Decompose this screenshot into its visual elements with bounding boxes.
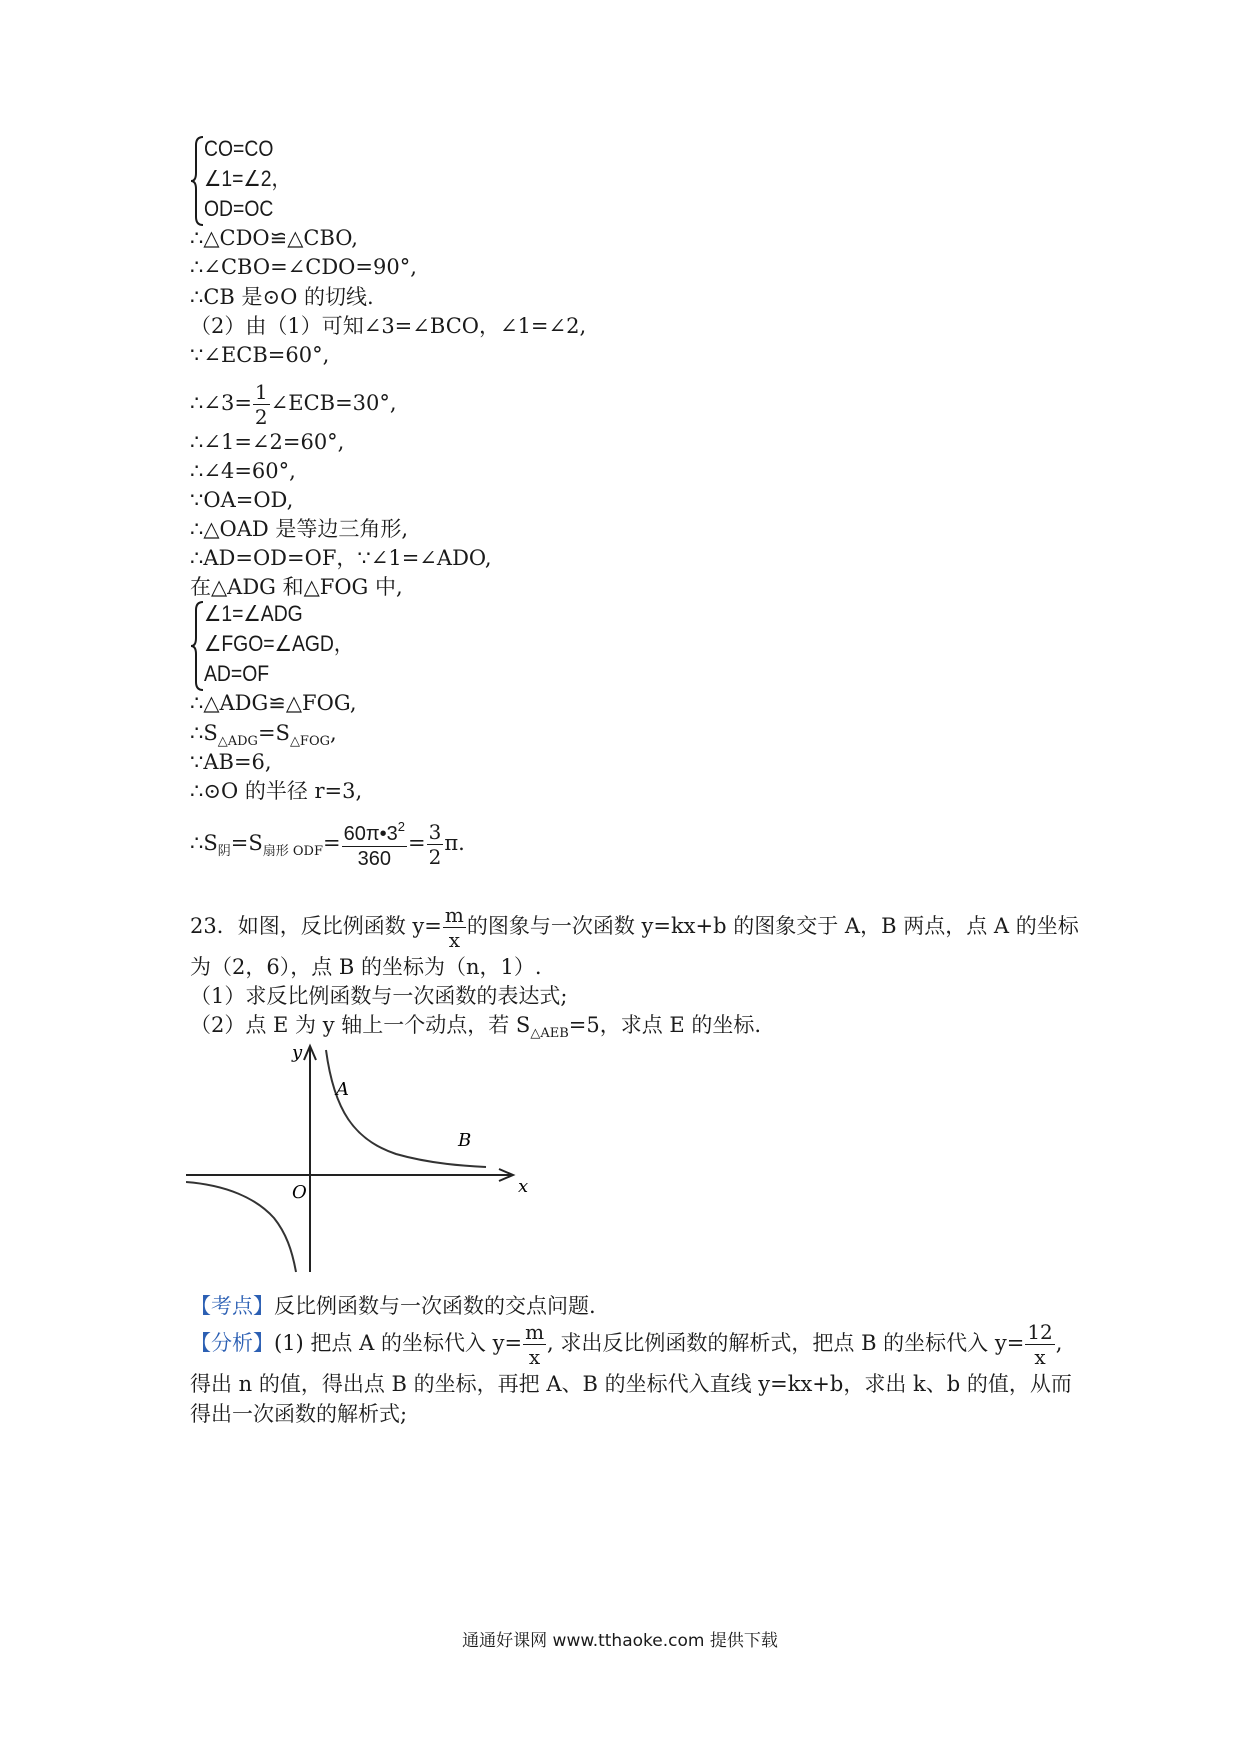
- hyperbola-branch-third-quadrant: [186, 1182, 296, 1272]
- denominator: x: [1034, 1345, 1046, 1369]
- exponent: 2: [397, 819, 405, 834]
- text: ,: [330, 721, 337, 745]
- text-line: ∴∠CBO=∠CDO=90°,: [190, 255, 417, 279]
- text: , 求出反比例函数的解析式，把点 B 的坐标代入 y=: [547, 1331, 1025, 1355]
- fraction: [1025, 1322, 1054, 1367]
- subscript: 阴: [217, 844, 231, 859]
- text: =S: [230, 831, 263, 855]
- point-a-label: A: [336, 1079, 349, 1100]
- numerator-text: 60π•3: [343, 823, 398, 845]
- numerator: 1: [254, 380, 268, 404]
- text-line: 得出 n 的值，得出点 B 的坐标，再把 A、B 的坐标代入直线 y=kx+b，求出 k、b 的值，从而: [190, 1372, 1072, 1396]
- numerator: 3: [428, 820, 442, 844]
- numerator: [342, 820, 407, 847]
- question-23-line-1: [190, 905, 1079, 950]
- text: =: [408, 831, 426, 855]
- system-row: ∠1=∠2，: [204, 166, 291, 191]
- origin-label: O: [292, 1182, 307, 1203]
- kaodian-line: [190, 1292, 596, 1320]
- text: 23．如图，反比例函数 y=: [190, 914, 442, 938]
- denominator: x: [528, 1345, 541, 1369]
- text-line: ∵∠ECB=60°,: [190, 343, 330, 367]
- text: ∠ECB=30°,: [270, 391, 397, 415]
- subscript: △FOG: [289, 734, 330, 749]
- text-line: ∵AB=6,: [190, 750, 272, 774]
- denominator: 2: [254, 405, 268, 429]
- page-footer: 通通好课网 www.tthaoke.com 提供下载: [462, 1631, 778, 1651]
- subscript: △AEB: [530, 1026, 569, 1041]
- text-line: 在△ADG 和△FOG 中,: [190, 575, 403, 599]
- text-line: ∴∠1=∠2=60°,: [190, 430, 345, 454]
- subscript: △ADG: [217, 734, 258, 749]
- system-row: AD=OF: [204, 661, 270, 686]
- text: ∴S: [190, 831, 218, 855]
- text-line: ∴△OAD 是等边三角形,: [190, 517, 409, 541]
- text-line: ∴△ADG≌△FOG,: [190, 691, 357, 715]
- text: ,: [1055, 1331, 1063, 1355]
- numerator: m: [525, 1320, 545, 1344]
- denominator: 360: [357, 848, 391, 870]
- text: 反比例函数与一次函数的交点问题.: [274, 1294, 596, 1318]
- text-line: 为（2，6），点 B 的坐标为（n，1）.: [190, 955, 542, 979]
- text: =S: [257, 721, 290, 745]
- text: =: [322, 831, 341, 855]
- text-line: ∴AD=OD=OF，∵∠1=∠ADO,: [190, 546, 492, 570]
- numerator: m: [444, 903, 464, 927]
- text-line: ∴∠4=60°,: [190, 459, 296, 483]
- subscript: 扇形 ODF: [262, 844, 323, 859]
- fraction: [443, 905, 466, 950]
- x-axis-label: x: [518, 1176, 529, 1197]
- text: ∴∠3=: [190, 391, 252, 415]
- text-line: 得出一次函数的解析式;: [190, 1402, 408, 1426]
- text: =5，求点 E 的坐标.: [568, 1013, 762, 1037]
- text-line: ∴CB 是⊙O 的切线.: [190, 285, 374, 309]
- angle3-line: [190, 382, 397, 427]
- text-line: ∵OA=OD,: [190, 488, 294, 512]
- text: 的图象与一次函数 y=kx+b 的图象交于 A，B 两点，点 A 的坐标: [466, 914, 1079, 938]
- function-graph: [186, 1040, 531, 1275]
- point-b-label: B: [458, 1130, 472, 1151]
- numerator: 12: [1027, 1320, 1053, 1344]
- text-line: ∴△CDO≌△CBO,: [190, 226, 358, 250]
- text-line: （2）由（1）可知∠3=∠BCO，∠1=∠2,: [190, 314, 587, 338]
- system-row: ∠1=∠ADG: [204, 601, 303, 626]
- fenxi-line-1: [190, 1322, 1062, 1367]
- fraction: [253, 382, 270, 427]
- text: π.: [444, 831, 465, 855]
- system-row: CO=CO: [204, 136, 274, 161]
- shaded-area-line: [190, 820, 465, 869]
- fraction: [523, 1322, 546, 1367]
- text: ∴S: [190, 721, 218, 745]
- system-row: OD=OC: [204, 196, 274, 221]
- system-row: ∠FGO=∠AGD，: [204, 631, 354, 656]
- kaodian-tag: 【考点】: [190, 1294, 274, 1318]
- fenxi-tag: 【分析】: [190, 1331, 274, 1355]
- denominator: 2: [428, 845, 442, 869]
- text: （2）点 E 为 y 轴上一个动点，若 S: [190, 1013, 531, 1037]
- text-line: （1）求反比例函数与一次函数的表达式;: [190, 984, 568, 1008]
- text-line: ∴⊙O 的半径 r=3,: [190, 779, 363, 803]
- denominator: x: [448, 928, 460, 952]
- fraction: [427, 822, 444, 867]
- fraction: [342, 820, 407, 869]
- text: (1) 把点 A 的坐标代入 y=: [274, 1331, 523, 1355]
- y-axis-label: y: [292, 1042, 303, 1063]
